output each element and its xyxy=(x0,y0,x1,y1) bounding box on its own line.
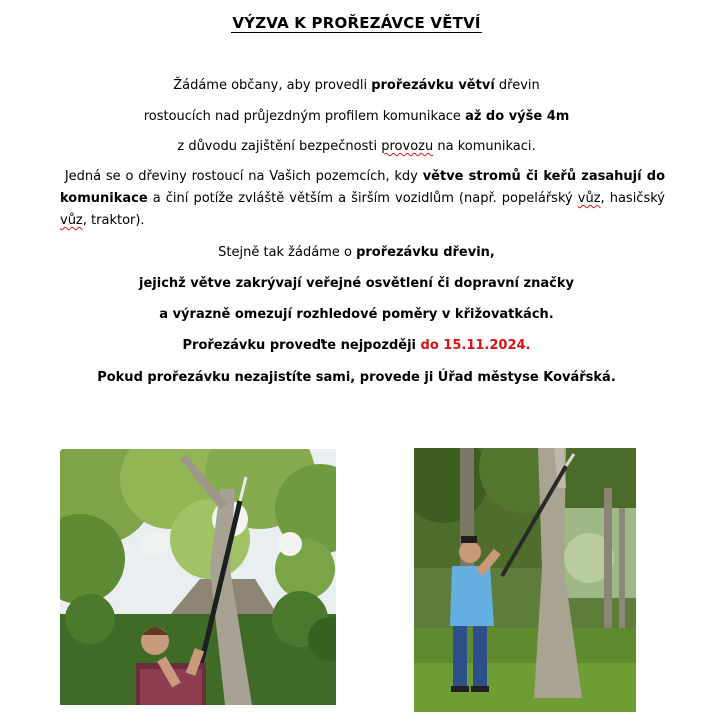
vehicle-word-2: vůz xyxy=(60,213,83,228)
paragraph-lighting: jejichž větve zakrývají veřejné osvětlení či dopravní značky xyxy=(139,276,574,291)
request-bold-text: prořezávku větví xyxy=(371,78,495,93)
paragraph-office-notice: Pokud prořezávku nezajistíte sami, provede ji Úřad městyse Kovářská. xyxy=(97,370,616,385)
paragraph-explanation xyxy=(60,166,665,232)
request-text: Žádáme občany, aby provedli xyxy=(173,78,372,93)
also-text: Stejně tak žádáme o xyxy=(218,245,357,260)
explanation-vehicles-text: a činí potíže zvláště větším a širším vozidlům (např. popelářský xyxy=(147,191,578,206)
paragraph-request xyxy=(0,78,713,94)
paragraph-safety xyxy=(0,139,713,155)
safety-underlined-word: provozu xyxy=(381,139,434,154)
also-bold-text: prořezávku dřevin, xyxy=(356,245,495,260)
explanation-bold-text: větve stromů či keřů zasahují do komunikace xyxy=(60,169,665,206)
safety-tail-text: na komunikaci. xyxy=(433,139,536,154)
photo-pruning-hedge xyxy=(60,449,336,705)
explanation-fire-text: , hasičský xyxy=(600,191,665,206)
vehicle-word-1: vůz xyxy=(577,191,601,206)
height-limit-text: až do výše 4m xyxy=(465,109,570,124)
deadline-date: do 15.11.2024. xyxy=(420,338,531,353)
page-title-text: VÝZVA K PROŘEZÁVCE VĚTVÍ xyxy=(232,14,481,32)
profile-text: rostoucích nad průjezdným profilem komunikace xyxy=(143,109,466,124)
paragraph-also xyxy=(0,245,713,261)
photo-pruning-park-image xyxy=(414,448,636,712)
photo-pruning-park xyxy=(414,448,636,712)
explanation-text: Jedná se o dřeviny rostoucí na Vašich pozemcích, kdy xyxy=(64,169,423,184)
page-title xyxy=(0,14,713,32)
photo-pruning-hedge-image xyxy=(60,449,336,705)
paragraph-visibility: a výrazně omezují rozhledové poměry v křižovatkách. xyxy=(159,307,554,322)
request-tail-text: dřevin xyxy=(494,78,540,93)
explanation-tail-text: , traktor). xyxy=(82,213,145,228)
paragraph-deadline xyxy=(0,338,713,354)
safety-text: z důvodu zajištění bezpečnosti xyxy=(177,139,382,154)
deadline-text: Prořezávku proveďte nejpozději xyxy=(182,338,421,353)
paragraph-profile xyxy=(0,109,713,125)
